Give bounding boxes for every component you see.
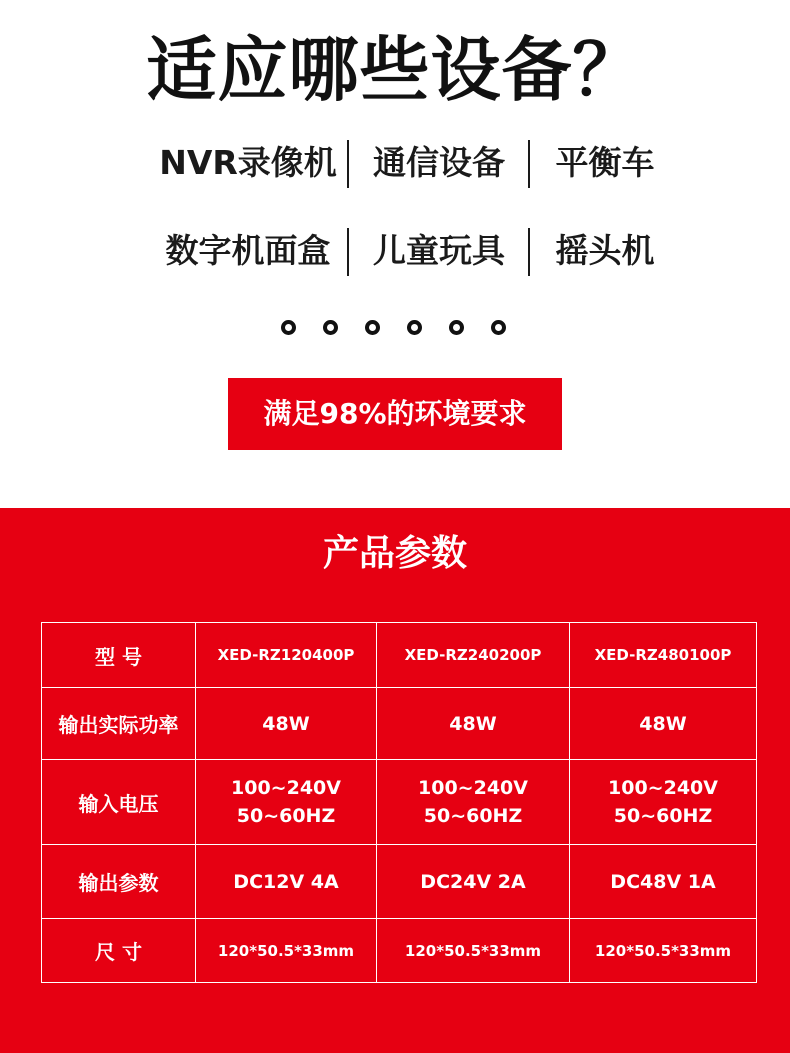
table-cell: 120*50.5*33mm xyxy=(196,919,377,983)
table-cell: 120*50.5*33mm xyxy=(570,919,757,983)
params-section xyxy=(0,508,790,1053)
table-row xyxy=(42,845,757,919)
page-title: 适应哪些设备？ xyxy=(146,29,644,111)
voltage-range: 100~240V xyxy=(231,777,341,799)
divider xyxy=(347,228,349,276)
spec-table xyxy=(41,622,757,983)
row-label: 输入电压 xyxy=(42,760,196,845)
frequency-range: 50~60HZ xyxy=(423,805,523,827)
row-label: 型 号 xyxy=(42,623,196,688)
device-item: 平衡车 xyxy=(555,143,655,182)
device-row xyxy=(0,226,790,276)
device-item: 摇头机 xyxy=(555,231,655,270)
device-row xyxy=(0,138,790,188)
ellipsis-dots xyxy=(0,320,790,340)
table-cell: 48W xyxy=(196,688,377,760)
row-label: 输出参数 xyxy=(42,845,196,919)
voltage-range: 100~240V xyxy=(608,777,718,799)
frequency-range: 50~60HZ xyxy=(613,805,713,827)
device-item: NVR录像机 xyxy=(159,143,337,182)
table-cell: XED-RZ120400P xyxy=(196,623,377,688)
table-cell: XED-RZ240200P xyxy=(377,623,570,688)
divider xyxy=(347,140,349,188)
dot-icon xyxy=(365,320,380,335)
table-cell: 48W xyxy=(570,688,757,760)
table-cell: DC48V 1A xyxy=(570,845,757,919)
device-item: 儿童玩具 xyxy=(373,231,505,270)
table-cell: DC12V 4A xyxy=(196,845,377,919)
dot-icon xyxy=(281,320,296,335)
table-cell xyxy=(570,760,757,845)
table-row xyxy=(42,688,757,760)
device-item: 数字机面盒 xyxy=(165,231,331,270)
table-cell xyxy=(196,760,377,845)
dot-icon xyxy=(323,320,338,335)
device-item: 通信设备 xyxy=(373,143,505,182)
frequency-range: 50~60HZ xyxy=(236,805,336,827)
table-cell: 48W xyxy=(377,688,570,760)
row-label: 尺 寸 xyxy=(42,919,196,983)
dot-icon xyxy=(449,320,464,335)
table-cell: DC24V 2A xyxy=(377,845,570,919)
table-cell: 120*50.5*33mm xyxy=(377,919,570,983)
table-cell: XED-RZ480100P xyxy=(570,623,757,688)
table-cell xyxy=(377,760,570,845)
table-row xyxy=(42,919,757,983)
voltage-range: 100~240V xyxy=(418,777,528,799)
requirement-banner: 满足98%的环境要求 xyxy=(228,378,562,450)
table-row xyxy=(42,760,757,845)
dot-icon xyxy=(491,320,506,335)
table-row xyxy=(42,623,757,688)
dot-icon xyxy=(407,320,422,335)
row-label: 输出实际功率 xyxy=(42,688,196,760)
devices-section xyxy=(0,0,790,508)
params-title: 产品参数 xyxy=(322,533,467,574)
